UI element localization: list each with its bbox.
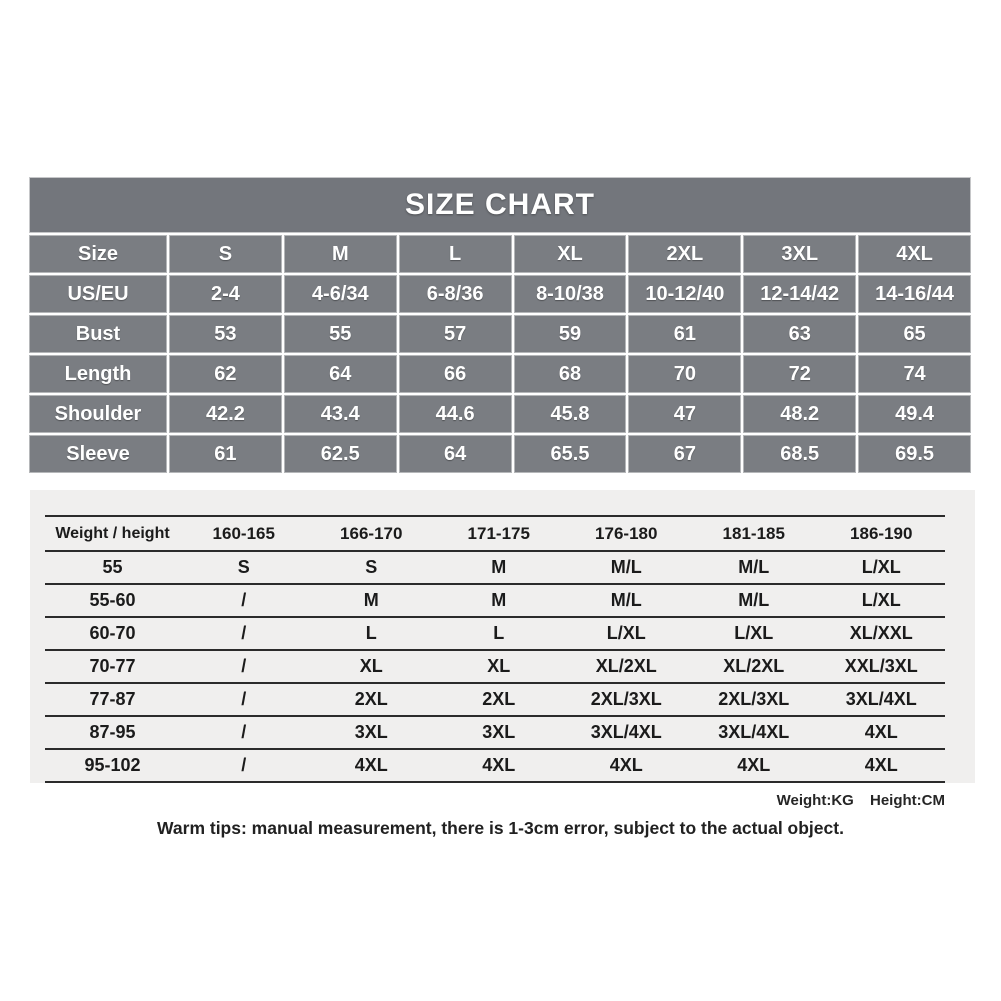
weight-range-label: 87-95 <box>89 722 136 742</box>
recommended-size-cell: XL/2XL <box>595 656 657 676</box>
size-table-value-cell: 53 <box>170 316 281 352</box>
size-table-value-cell: 6-8/36 <box>400 276 511 312</box>
recommended-size-cell: 4XL <box>609 755 643 775</box>
size-table-value-cell: 55 <box>285 316 396 352</box>
recommended-size-cell: XL <box>359 656 383 676</box>
size-table-value-cell: 69.5 <box>859 436 970 472</box>
recommended-size-cell: 4XL <box>864 755 898 775</box>
size-table-header-cell: 4XL <box>859 236 970 272</box>
weight-table-row <box>45 651 945 684</box>
size-table-value-cell: 64 <box>285 356 396 392</box>
recommended-size-cell: XL/XXL <box>849 623 913 643</box>
weight-range-label: 60-70 <box>89 623 136 643</box>
recommended-size-cell: S <box>237 557 250 577</box>
size-table-value-cell: 43.4 <box>285 396 396 432</box>
size-table-value-cell: 61 <box>629 316 740 352</box>
size-table-value-cell: 67 <box>629 436 740 472</box>
size-table-value-cell: 62 <box>170 356 281 392</box>
weight-height-header: Weight / height <box>55 524 170 542</box>
recommended-size-cell: 4XL <box>354 755 388 775</box>
recommended-size-cell: 2XL <box>482 689 516 709</box>
size-table-header-cell: XL <box>515 236 626 272</box>
recommended-size-cell: XL <box>487 656 511 676</box>
height-range-header: 171-175 <box>467 523 530 543</box>
size-table-row-label: Bust <box>30 316 166 352</box>
recommended-size-cell: 3XL/4XL <box>718 722 790 742</box>
weight-height-table <box>45 515 945 783</box>
size-table-value-cell: 63 <box>744 316 855 352</box>
recommended-size-cell: 3XL <box>354 722 388 742</box>
recommended-size-cell: L <box>493 623 505 643</box>
weight-range-label: 55-60 <box>89 590 136 610</box>
size-table-row-label: US/EU <box>30 276 166 312</box>
recommended-size-cell: M/L <box>610 557 642 577</box>
size-table-value-cell: 61 <box>170 436 281 472</box>
weight-table-row <box>45 552 945 585</box>
size-table-value-cell: 62.5 <box>285 436 396 472</box>
recommended-size-cell: 3XL/4XL <box>845 689 917 709</box>
weight-range-label: 70-77 <box>89 656 136 676</box>
size-table-value-cell: 70 <box>629 356 740 392</box>
size-table-value-cell: 64 <box>400 436 511 472</box>
recommended-size-cell: M <box>363 590 379 610</box>
weight-range-label: 95-102 <box>84 755 141 775</box>
recommended-size-cell: 2XL/3XL <box>590 689 662 709</box>
size-table-value-cell: 72 <box>744 356 855 392</box>
recommended-size-cell: / <box>241 689 247 709</box>
recommended-size-cell: 3XL <box>482 722 516 742</box>
recommended-size-cell: 4XL <box>864 722 898 742</box>
weight-table-row <box>45 684 945 717</box>
units-note <box>777 792 945 809</box>
recommended-size-cell: M/L <box>738 557 770 577</box>
recommended-size-cell: 4XL <box>482 755 516 775</box>
recommended-size-cell: S <box>365 557 378 577</box>
weight-table-row <box>45 717 945 750</box>
size-table-value-cell: 8-10/38 <box>515 276 626 312</box>
size-table <box>30 236 970 472</box>
recommended-size-cell: 2XL <box>354 689 388 709</box>
size-table-value-cell: 74 <box>859 356 970 392</box>
recommended-size-cell: L <box>365 623 377 643</box>
size-table-value-cell: 2-4 <box>170 276 281 312</box>
weight-table-row <box>45 618 945 651</box>
size-chart-title: SIZE CHART <box>30 178 970 232</box>
recommended-size-cell: M/L <box>738 590 770 610</box>
warm-tips-note: Warm tips: manual measurement, there is 1-3cm error, subject to the actual object. <box>157 818 844 838</box>
weight-table-header-row <box>45 515 945 552</box>
size-table-value-cell: 66 <box>400 356 511 392</box>
size-table-value-cell: 57 <box>400 316 511 352</box>
size-table-value-cell: 14-16/44 <box>859 276 970 312</box>
recommended-size-cell: / <box>241 722 247 742</box>
size-table-value-cell: 4-6/34 <box>285 276 396 312</box>
weight-unit-label: Weight:KG <box>776 792 854 809</box>
size-table-header-cell: 3XL <box>744 236 855 272</box>
recommended-size-cell: 4XL <box>737 755 771 775</box>
recommended-size-cell: / <box>241 623 247 643</box>
size-table-value-cell: 44.6 <box>400 396 511 432</box>
size-table-header-cell: 2XL <box>629 236 740 272</box>
recommended-size-cell: / <box>241 590 247 610</box>
size-table-value-cell: 68.5 <box>744 436 855 472</box>
height-unit-label: Height:CM <box>870 792 945 809</box>
size-table-corner-header: Size <box>30 236 166 272</box>
size-table-header-cell: S <box>170 236 281 272</box>
size-table-value-cell: 65 <box>859 316 970 352</box>
recommended-size-cell: L/XL <box>606 623 646 643</box>
size-table-value-cell: 59 <box>515 316 626 352</box>
size-table-row-label: Length <box>30 356 166 392</box>
recommended-size-cell: XL/2XL <box>723 656 785 676</box>
recommended-size-cell: L/XL <box>734 623 774 643</box>
size-table-row-label: Shoulder <box>30 396 166 432</box>
size-table-value-cell: 45.8 <box>515 396 626 432</box>
recommended-size-cell: M <box>491 557 507 577</box>
size-table-value-cell: 49.4 <box>859 396 970 432</box>
height-range-header: 181-185 <box>722 523 785 543</box>
size-table-value-cell: 48.2 <box>744 396 855 432</box>
size-table-value-cell: 47 <box>629 396 740 432</box>
size-table-value-cell: 12-14/42 <box>744 276 855 312</box>
size-table-value-cell: 42.2 <box>170 396 281 432</box>
size-table-header-cell: M <box>285 236 396 272</box>
recommended-size-cell: M <box>491 590 507 610</box>
recommended-size-cell: / <box>241 755 247 775</box>
recommended-size-cell: / <box>241 656 247 676</box>
height-range-header: 166-170 <box>340 523 403 543</box>
height-range-header: 160-165 <box>212 523 275 543</box>
weight-table-row <box>45 585 945 618</box>
size-table-value-cell: 10-12/40 <box>629 276 740 312</box>
recommended-size-cell: M/L <box>610 590 642 610</box>
size-table-value-cell: 68 <box>515 356 626 392</box>
recommended-size-cell: L/XL <box>861 557 901 577</box>
weight-range-label: 55 <box>102 557 123 577</box>
height-range-header: 186-190 <box>850 523 913 543</box>
recommended-size-cell: XXL/3XL <box>844 656 918 676</box>
weight-range-label: 77-87 <box>89 689 136 709</box>
recommended-size-cell: 3XL/4XL <box>590 722 662 742</box>
recommended-size-cell: 2XL/3XL <box>718 689 790 709</box>
size-table-header-cell: L <box>400 236 511 272</box>
height-range-header: 176-180 <box>595 523 658 543</box>
size-table-value-cell: 65.5 <box>515 436 626 472</box>
recommended-size-cell: L/XL <box>861 590 901 610</box>
size-table-row-label: Sleeve <box>30 436 166 472</box>
weight-table-row <box>45 750 945 783</box>
